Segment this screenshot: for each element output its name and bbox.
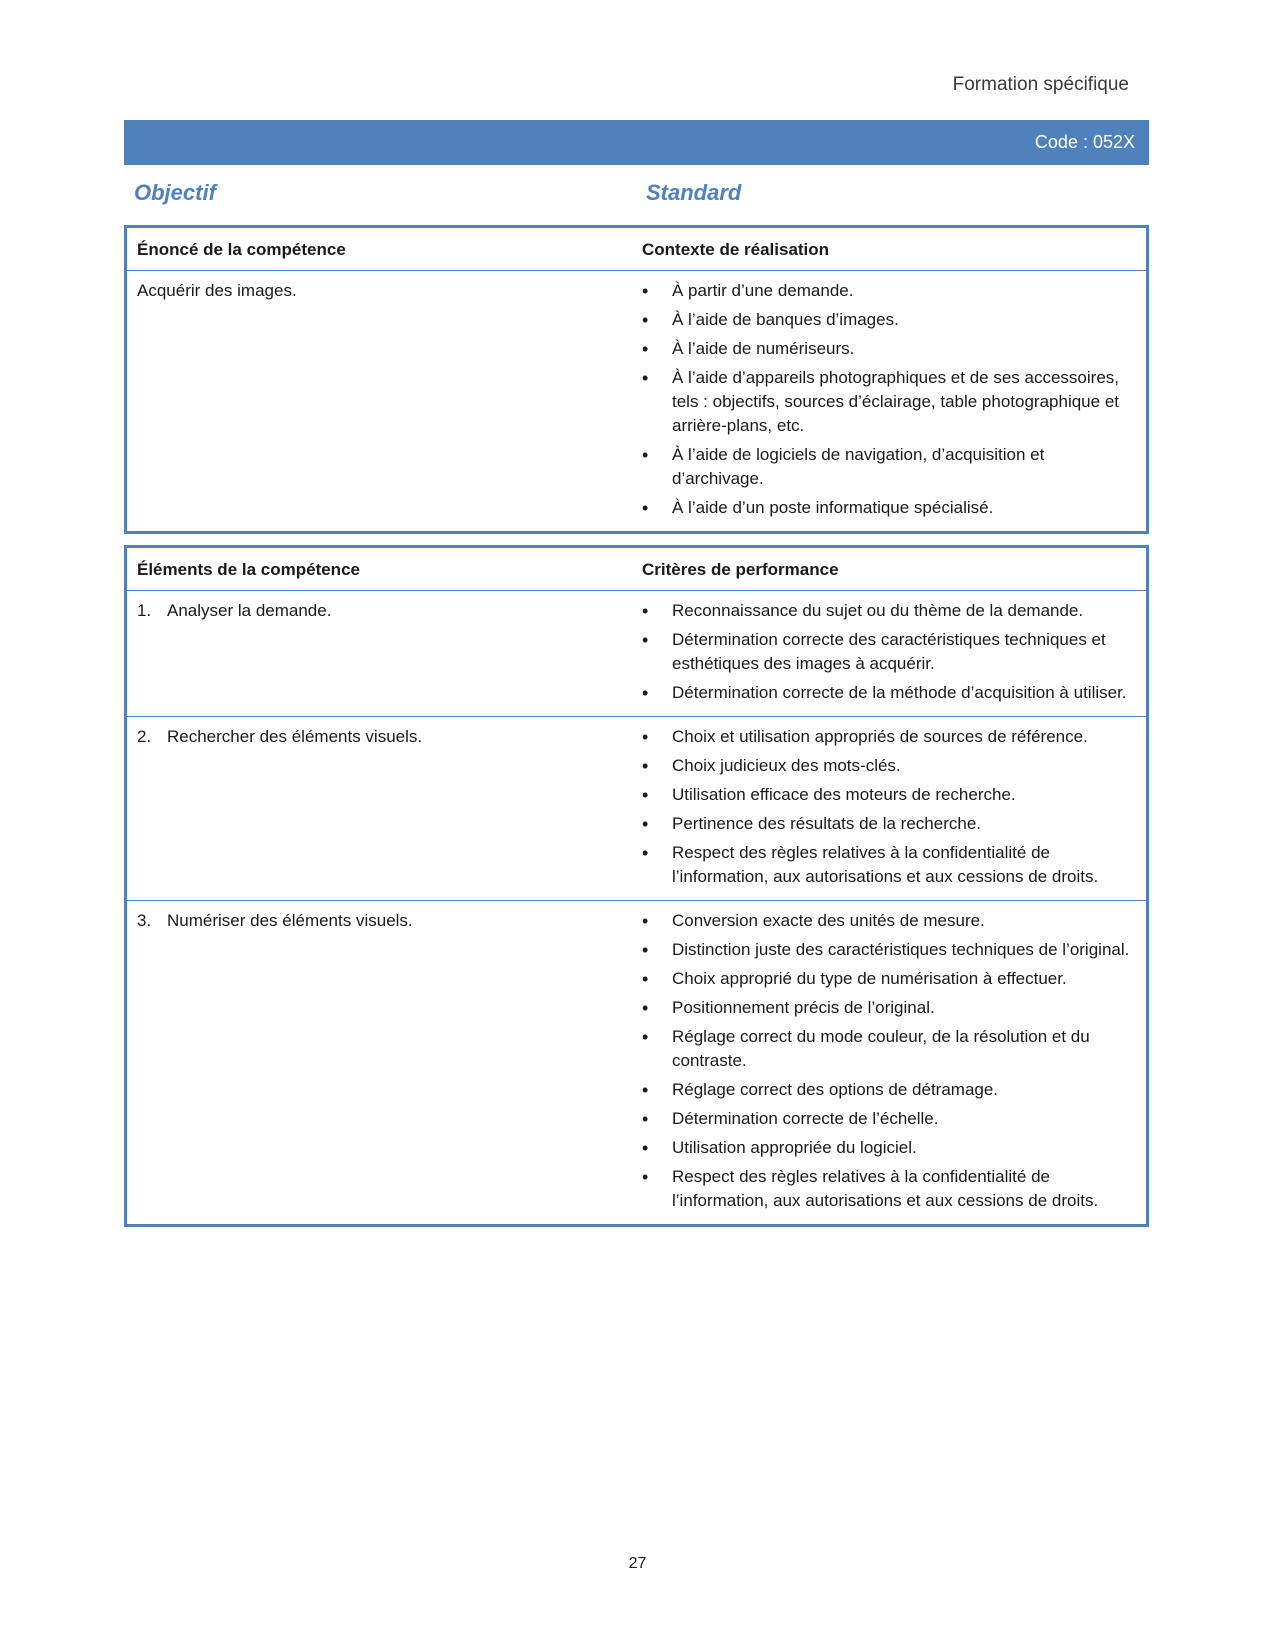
criteria-item: • Choix et utilisation appropriés de sources de référence. <box>642 725 1136 749</box>
criteria-item: • Respect des règles relatives à la confidentialité de l’information, aux autorisations et aux cessions de droits. <box>642 841 1136 889</box>
criteria-item: • Reconnaissance du sujet ou du thème de la demande. <box>642 599 1136 623</box>
element-text: Analyser la demande. <box>167 601 332 620</box>
criteria-item: • Réglage correct du mode couleur, de la résolution et du contraste. <box>642 1025 1136 1073</box>
criteria-list <box>642 909 1136 1213</box>
competence-table-header <box>126 227 1148 271</box>
criteria-item: • Utilisation appropriée du logiciel. <box>642 1136 1136 1160</box>
page-number: 27 <box>628 1555 647 1572</box>
element-number: 1. <box>137 601 152 620</box>
criteria-item: • Choix approprié du type de numérisation à effectuer. <box>642 967 1136 991</box>
context-item: • À l’aide d’appareils photographiques et de ses accessoires, tels : objectifs, sources d’éclairage, table photographique et arrière-plans, etc. <box>642 366 1136 438</box>
context-cell <box>637 271 1148 533</box>
context-item: • À l’aide d’un poste informatique spécialisé. <box>642 496 1136 520</box>
standard-heading: Standard <box>646 180 742 205</box>
context-header: Contexte de réalisation <box>642 240 830 259</box>
element-label <box>126 591 638 717</box>
elements-table <box>124 545 1149 1227</box>
competence-table <box>124 225 1149 534</box>
criteria-item: • Détermination correcte des caractéristiques techniques et esthétiques des images à acquérir. <box>642 628 1136 676</box>
criteria-item: • Distinction juste des caractéristiques techniques de l’original. <box>642 938 1136 962</box>
element-text: Rechercher des éléments visuels. <box>167 727 423 746</box>
elements-header: Éléments de la compétence <box>137 560 360 579</box>
competence-statement: Acquérir des images. <box>126 271 638 533</box>
criteria-item: • Détermination correcte de la méthode d’acquisition à utiliser. <box>642 681 1136 705</box>
criteria-cell <box>637 901 1148 1226</box>
criteria-item: • Respect des règles relatives à la confidentialité de l’information, aux autorisations et aux cessions de droits. <box>642 1165 1136 1213</box>
competence-row <box>126 271 1148 533</box>
criteria-item: • Détermination correcte de l’échelle. <box>642 1107 1136 1131</box>
element-text: Numériser des éléments visuels. <box>167 911 413 930</box>
context-list <box>642 279 1136 520</box>
criteria-list <box>642 725 1136 889</box>
context-item: • À l’aide de numériseurs. <box>642 337 1136 361</box>
criteria-list <box>642 599 1136 705</box>
element-row <box>126 591 1148 717</box>
criteria-item: • Conversion exacte des unités de mesure. <box>642 909 1136 933</box>
criteria-item: • Positionnement précis de l’original. <box>642 996 1136 1020</box>
element-number: 2. <box>137 727 152 746</box>
element-label <box>126 901 638 1226</box>
program-title: Formation spécifique <box>952 74 1129 95</box>
element-row <box>126 717 1148 901</box>
criteria-header: Critères de performance <box>642 560 839 579</box>
context-item: • À l’aide de banques d’images. <box>642 308 1136 332</box>
criteria-item: • Pertinence des résultats de la recherche. <box>642 812 1136 836</box>
element-row <box>126 901 1148 1226</box>
criteria-item: • Choix judicieux des mots-clés. <box>642 754 1136 778</box>
criteria-cell <box>637 591 1148 717</box>
code-bar <box>124 120 1149 165</box>
criteria-cell <box>637 717 1148 901</box>
element-number: 3. <box>137 911 152 930</box>
statement-header: Énoncé de la compétence <box>137 240 346 259</box>
context-item: • À l’aide de logiciels de navigation, d’acquisition et d’archivage. <box>642 443 1136 491</box>
competency-code: Code : 052X <box>1034 132 1135 152</box>
element-label <box>126 717 638 901</box>
criteria-item: • Utilisation efficace des moteurs de recherche. <box>642 783 1136 807</box>
context-item: • À partir d’une demande. <box>642 279 1136 303</box>
objective-heading: Objectif <box>134 180 216 205</box>
section-headings <box>134 180 1144 210</box>
criteria-item: • Réglage correct des options de détramage. <box>642 1078 1136 1102</box>
elements-table-header <box>126 547 1148 591</box>
